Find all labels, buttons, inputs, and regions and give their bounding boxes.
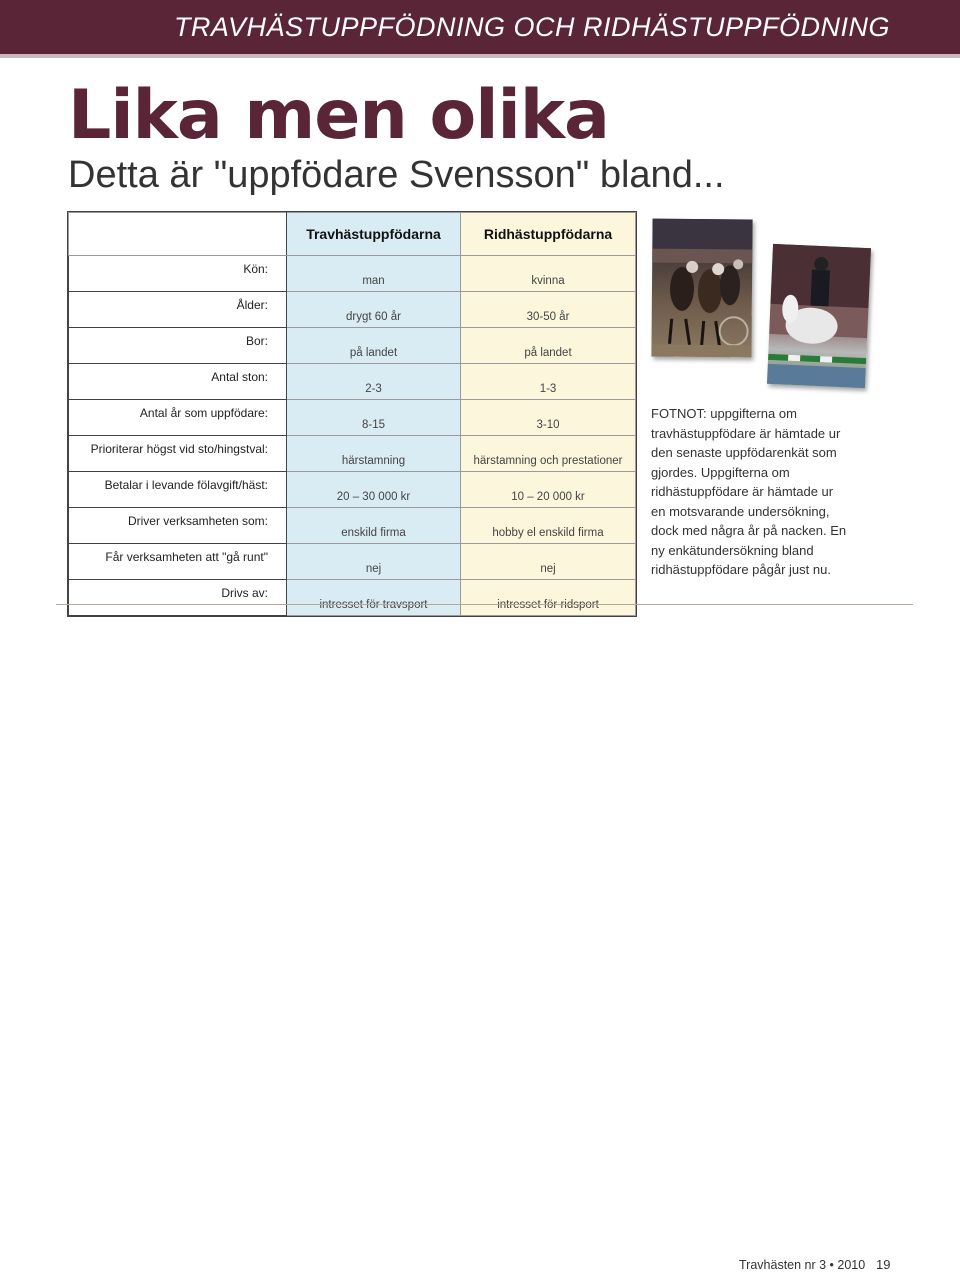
section-title: TRAVHÄSTUPPFÖDNING OCH RIDHÄSTUPPFÖDNING xyxy=(173,12,890,42)
row-label: Antal ston: xyxy=(69,364,287,400)
trav-value: drygt 60 år xyxy=(287,292,461,328)
magazine-issue: Travhästen nr 3 • 2010 xyxy=(739,1258,866,1272)
table-row xyxy=(69,580,636,616)
rid-value: 10 – 20 000 kr xyxy=(461,472,636,508)
table-row xyxy=(69,292,636,328)
rid-value: 30-50 år xyxy=(461,292,636,328)
row-label: Betalar i levande fölavgift/häst: xyxy=(69,472,287,508)
row-label: Prioriterar högst vid sto/hingstval: xyxy=(69,436,287,472)
harness-racing-illustration xyxy=(651,219,752,358)
table-row xyxy=(69,364,636,400)
rid-value: 1-3 xyxy=(461,364,636,400)
table-body xyxy=(69,256,636,616)
column-header-rid: Ridhästuppfödarna xyxy=(461,213,636,256)
trav-value: intresset för travsport xyxy=(287,580,461,616)
comparison-table xyxy=(68,212,636,616)
rid-value: nej xyxy=(461,544,636,580)
table-row xyxy=(69,436,636,472)
table-row xyxy=(69,400,636,436)
table-corner-cell xyxy=(69,213,287,256)
row-label: Drivs av: xyxy=(69,580,287,616)
table-row xyxy=(69,328,636,364)
section-banner xyxy=(0,0,960,58)
rid-value: intresset för ridsport xyxy=(461,580,636,616)
table-row xyxy=(69,472,636,508)
trav-value: härstamning xyxy=(287,436,461,472)
footnote: FOTNOT: uppgifterna om travhästuppfödare är hämtade ur den senaste uppfödarenkät som gjordes. Uppgifterna om ridhästuppfödare är hämtade ur en motsvarande undersökning, dock med några år på nacken. En ny enkätundersökning bland ridhästuppfödare pågår just nu. xyxy=(651,406,847,577)
table-row xyxy=(69,544,636,580)
section-divider xyxy=(56,604,913,605)
trav-value: man xyxy=(287,256,461,292)
table-row xyxy=(69,256,636,292)
rid-value: 3-10 xyxy=(461,400,636,436)
row-label: Får verksamheten att "gå runt" xyxy=(69,544,287,580)
harness-racing-photo xyxy=(651,219,752,358)
rid-value: hobby el enskild firma xyxy=(461,508,636,544)
table-header-row xyxy=(69,213,636,256)
show-jumping-photo xyxy=(767,244,871,388)
headline: Lika men olika xyxy=(68,76,609,155)
column-header-trav: Travhästuppfödarna xyxy=(287,213,461,256)
trav-value: 20 – 30 000 kr xyxy=(287,472,461,508)
trav-value: 2-3 xyxy=(287,364,461,400)
show-jumping-illustration xyxy=(767,244,871,388)
rid-value: härstamning och prestationer xyxy=(461,436,636,472)
trav-value: enskild firma xyxy=(287,508,461,544)
table-row xyxy=(69,508,636,544)
rid-value: på landet xyxy=(461,328,636,364)
row-label: Ålder: xyxy=(69,292,287,328)
trav-value: på landet xyxy=(287,328,461,364)
page-number: 19 xyxy=(876,1257,891,1272)
subheadline: Detta är "uppfödare Svensson" bland... xyxy=(68,154,725,196)
trav-value: 8-15 xyxy=(287,400,461,436)
row-label: Antal år som uppfödare: xyxy=(69,400,287,436)
row-label: Bor: xyxy=(69,328,287,364)
row-label: Driver verksamheten som: xyxy=(69,508,287,544)
rid-value: kvinna xyxy=(461,256,636,292)
row-label: Kön: xyxy=(69,256,287,292)
trav-value: nej xyxy=(287,544,461,580)
